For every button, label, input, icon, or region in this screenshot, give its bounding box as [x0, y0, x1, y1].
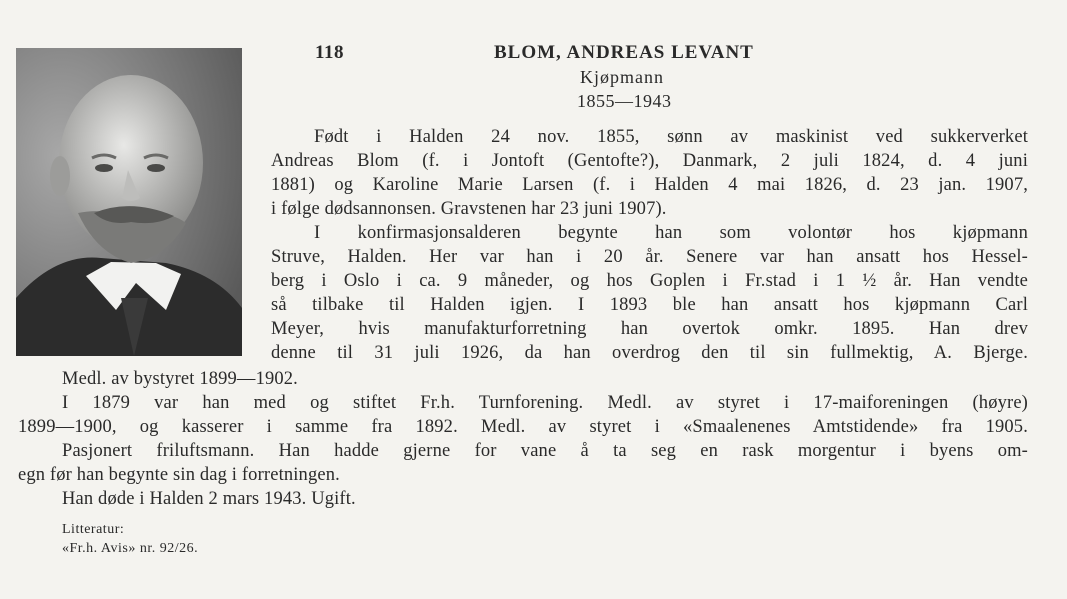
body-line: Født i Halden 24 nov. 1855, sønn av maskinist ved sukkerverket [314, 127, 1028, 147]
page-number: 118 [315, 42, 344, 63]
body-line: i følge dødsannonsen. Gravstenen har 23 juni 1907). [271, 199, 667, 219]
entry-years: 1855—1943 [577, 91, 672, 111]
entry-name: BLOM, ANDREAS LEVANT [494, 42, 754, 63]
body-line: I 1879 var han med og stiftet Fr.h. Turnforening. Medl. av styret i 17-maiforeningen (høyre) [62, 393, 1028, 413]
entry-occupation: Kjøpmann [580, 67, 664, 87]
body-line: 1899—1900, og kasserer i samme fra 1892. Medl. av styret i «Smaalenenes Amtstidende» fra 1905. [18, 417, 1028, 437]
body-line: Medl. av bystyret 1899—1902. [62, 369, 298, 389]
body-line: Pasjonert friluftsmann. Han hadde gjerne for vane å ta seg en rask morgentur i byens om- [62, 441, 1028, 461]
body-line: Meyer, hvis manufakturforretning han overtok omkr. 1895. Han drev [271, 319, 1028, 339]
body-line: berg i Oslo i ca. 9 måneder, og hos Goplen i Fr.stad i 1 ½ år. Han vendte [271, 271, 1028, 291]
body-line: 1881) og Karoline Marie Larsen (f. i Halden 4 mai 1826, d. 23 jan. 1907, [271, 175, 1028, 195]
body-line: Andreas Blom (f. i Jontoft (Gentofte?), Danmark, 2 juli 1824, d. 4 juni [271, 151, 1028, 171]
literature-source: «Fr.h. Avis» nr. 92/26. [62, 541, 199, 556]
portrait-photo [16, 48, 242, 356]
body-line: denne til 31 juli 1926, da han overdrog den til sin fullmektig, A. Bjerge. [271, 343, 1028, 363]
body-line: Han døde i Halden 2 mars 1943. Ugift. [62, 489, 356, 509]
body-line: så tilbake til Halden igjen. I 1893 ble han ansatt hos kjøpmann Carl [271, 295, 1028, 315]
body-line: egn før han begynte sin dag i forretningen. [18, 465, 340, 485]
body-line: Struve, Halden. Her var han i 20 år. Senere var han ansatt hos Hessel- [271, 247, 1028, 267]
body-line: I konfirmasjonsalderen begynte han som volontør hos kjøpmann [314, 223, 1028, 243]
literature-label: Litteratur: [62, 522, 125, 537]
